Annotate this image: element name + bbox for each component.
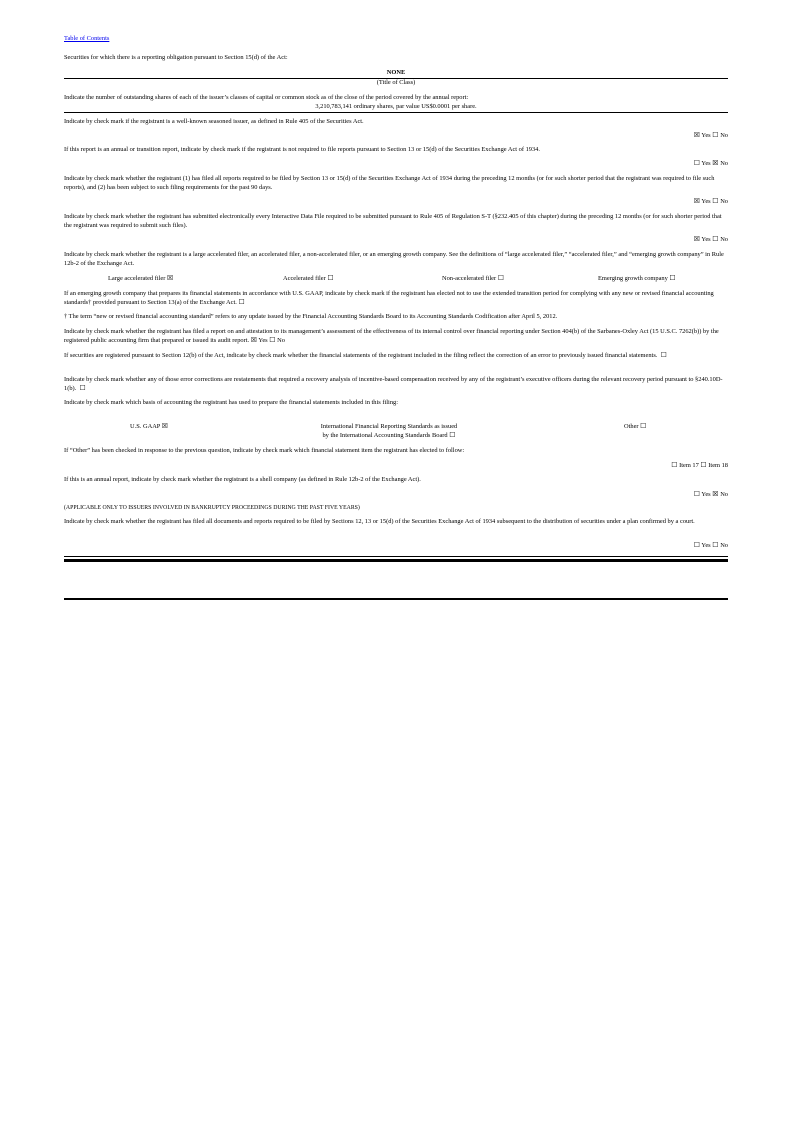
filer-option-large-accelerated [108,274,173,282]
checkbox-empty-icon[interactable]: ☐ [660,351,667,359]
option-label: No [720,236,728,243]
checkbox-empty-icon[interactable]: ☐ [712,235,719,243]
checkbox-checked-icon[interactable]: ☒ [712,159,719,167]
title-of-class-caption: (Title of Class) [376,79,416,86]
checkbox-checked-icon[interactable]: ☒ [693,131,700,139]
filer-option-non-accelerated [442,274,504,282]
option-label: Yes [258,337,268,344]
page-break-rule [64,598,728,600]
shell-company-options [694,490,728,498]
option-label: Yes [701,160,711,167]
bankruptcy-heading: (APPLICABLE ONLY TO ISSUERS INVOLVED IN BANKRUPTCY PROCEEDINGS DURING THE PAST FIVE YEARS) [64,505,360,511]
checkbox-empty-icon[interactable]: ☐ [700,461,707,469]
checkbox-checked-icon[interactable]: ☒ [693,197,700,205]
restatement-question [64,375,728,393]
filer-option-accelerated [283,274,334,282]
accounting-option-ifrs [294,422,484,440]
question-wksi-text: Indicate by check mark if the registrant is a well-known seasoned issuer, as defined in Rule 405 of the Securities Act. [64,118,364,125]
shell-company-text: If this is an annual report, indicate by check mark whether the registrant is a shell company (as defined in Rule 12b-2 of the Exchange Act). [64,476,421,483]
divider-thin [64,556,728,557]
checkbox-empty-icon[interactable]: ☐ [671,461,678,469]
checkbox-empty-icon[interactable]: ☐ [497,274,504,282]
option-label: Other [624,423,639,430]
checkbox-empty-icon[interactable]: ☐ [269,336,276,344]
section-15d-value: NONE [386,69,406,76]
option-label: No [720,132,728,139]
accounting-option-usgaap [130,422,168,430]
divider-thick [64,559,728,562]
option-label: No [720,491,728,498]
checkbox-checked-icon[interactable]: ☒ [693,235,700,243]
outstanding-shares-label: Indicate the number of outstanding shares of each of the issuer’s classes of capital or common stock as of the close of the period covered by the annual report: [64,94,469,101]
egc-transition-question [64,289,728,307]
checkbox-checked-icon[interactable]: ☒ [712,490,719,498]
error-correction-question [64,351,728,360]
bankruptcy-text: Indicate by check mark whether the registrant has filed all documents and reports required to be filed by Sections 12, 13 or 15(d) of the Securities Exchange Act of 1934 subsequent to the distribution of securities under a plan confirmed by a court. [64,518,695,525]
question-interactive-data-text: Indicate by check mark whether the registrant has submitted electronically every Interactive Data File required to be submitted pursuant to Rule 405 of Regulation S-T (§232.405 of this chapter) during the preceding 12 months (or for such shorter period that the registrant was required to submit such files). [64,213,722,229]
accounting-basis-text: Indicate by check mark which basis of accounting the registrant has used to prepare the financial statements included in this filing: [64,399,398,406]
egc-transition-text: If an emerging growth company that prepares its financial statements in accordance with U.S. GAAP, indicate by check mark if the registrant has elected not to use the extended transition period for complying with any new or revised financial accounting standards† provided pursuant to Section 13(a) of the Exchange Act. [64,290,714,306]
checkbox-empty-icon[interactable]: ☐ [79,384,86,392]
outstanding-shares-value: 3,210,783,141 ordinary shares, par value US$0.0001 per share. [315,103,477,110]
error-correction-text: If securities are registered pursuant to Section 12(b) of the Act, indicate by check mark whether the financial statements of the registrant included in the filing reflect the correction of an error to previously issued financial statements. [64,352,658,359]
option-label: Yes [701,542,711,549]
option-label: Item 17 [679,462,699,469]
filer-status-text: Indicate by check mark whether the registrant is a large accelerated filer, an accelerated filer, a non-accelerated filer, or an emerging growth company. See the definitions of “large accelerated filer,” “accelerated filer,” and “emerging growth company” in Rule 12b-2 of the Exchange Act. [64,251,724,267]
footnote-text: † The term “new or revised financial accounting standard” refers to any update issued by the Financial Accounting Standards Board to its Accounting Standards Codification after April 5, 2012. [64,313,558,320]
option-label: Yes [701,198,711,205]
option-label: Yes [701,132,711,139]
checkbox-empty-icon[interactable]: ☐ [669,274,676,282]
ifrs-label-line2: by the International Accounting Standards Board [322,432,448,439]
other-item-text: If “Other” has been checked in response to the previous question, indicate by check mark which financial statement item the registrant has elected to follow: [64,447,465,454]
checkbox-empty-icon[interactable]: ☐ [640,422,647,430]
question-interactive-data-options [694,235,728,243]
option-label: Accelerated filer [283,275,326,282]
option-label: U.S. GAAP [130,423,161,430]
other-item-options [671,461,728,469]
accounting-option-other [624,422,646,430]
question-filed-all-options [694,197,728,205]
icfr-text: Indicate by check mark whether the registrant has filed a report on and attestation to its management’s assessment of the effectiveness of its internal control over financial reporting under Section 404(b) of the Sarbanes-Oxley Act (15 U.S.C. 7262(b)) by the registered public accounting firm that prepared or issued its audit report. [64,328,719,344]
table-of-contents-link[interactable]: Table of Contents [64,35,110,42]
checkbox-checked-icon[interactable]: ☒ [166,274,174,282]
checkbox-empty-icon[interactable]: ☐ [712,131,719,139]
question-not-required-options [694,159,728,167]
icfr-question [64,327,728,345]
question-not-required-text: If this report is an annual or transition report, indicate by check mark if the registrant is not required to file reports pursuant to Section 13 or 15(d) of the Securities Exchange Act of 1934. [64,146,540,153]
checkbox-empty-icon[interactable]: ☐ [449,431,456,439]
bankruptcy-options [694,541,728,549]
question-wksi-options [694,131,728,139]
checkbox-empty-icon[interactable]: ☐ [712,541,719,549]
checkbox-empty-icon[interactable]: ☐ [238,298,245,306]
checkbox-empty-icon[interactable]: ☐ [693,159,700,167]
option-label: No [720,198,728,205]
checkbox-checked-icon[interactable]: ☒ [161,422,169,430]
question-filed-all-text: Indicate by check mark whether the registrant (1) has filed all reports required to be filed by Section 13 or 15(d) of the Securities Exchange Act of 1934 during the preceding 12 months (or for such shorter period that the registrant was required to file such reports), and (2) has been subject to such filing requirements for the past 90 days. [64,175,715,191]
restatement-text: Indicate by check mark whether any of those error corrections are restatements that required a recovery analysis of incentive-based compensation received by any of the registrant’s executive officers during the relevant recovery period pursuant to §240.10D-1(b). [64,376,723,392]
filer-option-emerging-growth [598,274,676,282]
checkbox-empty-icon[interactable]: ☐ [693,541,700,549]
checkbox-checked-icon[interactable]: ☒ [250,336,257,344]
checkbox-empty-icon[interactable]: ☐ [693,490,700,498]
divider [64,112,728,113]
ifrs-label-line1: International Financial Reporting Standards as issued [320,423,458,430]
option-label: No [720,542,728,549]
option-label: Yes [701,236,711,243]
option-label: No [277,337,285,344]
checkbox-empty-icon[interactable]: ☐ [712,197,719,205]
option-label: Emerging growth company [598,275,668,282]
ifrs-label-line2-wrap [294,431,484,440]
section-15d-label: Securities for which there is a reporting obligation pursuant to Section 15(d) of the Act: [64,54,288,61]
option-label: Yes [701,491,711,498]
option-label: Large accelerated filer [108,275,166,282]
option-label: No [720,160,728,167]
option-label: Item 18 [708,462,728,469]
checkbox-empty-icon[interactable]: ☐ [327,274,334,282]
option-label: Non-accelerated filer [442,275,497,282]
